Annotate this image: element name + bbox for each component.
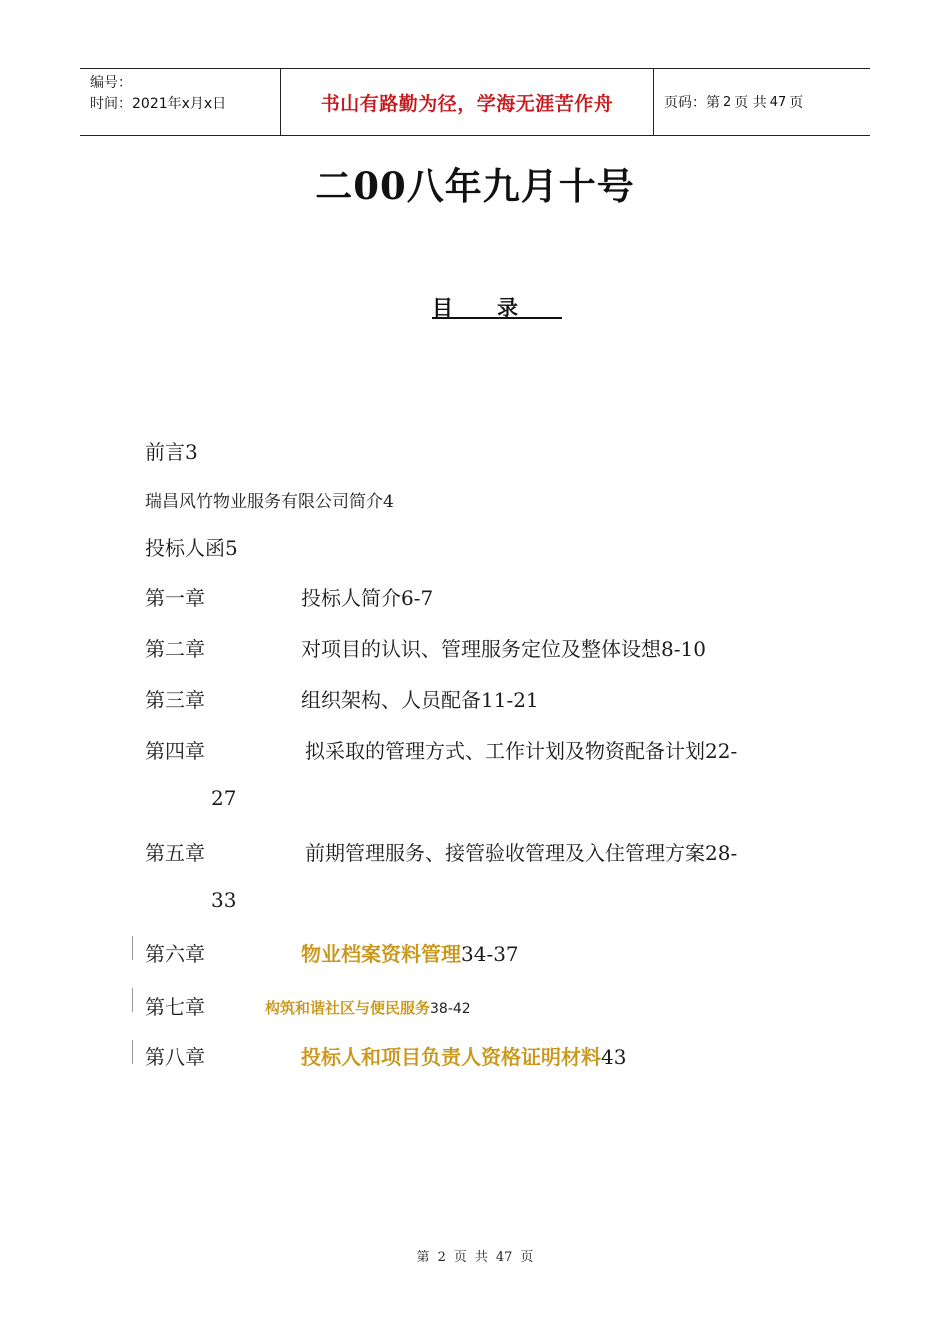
footer-total-prefix: 共: [474, 1250, 488, 1265]
header-meta: [80, 69, 281, 135]
toc-title: 目录: [432, 295, 562, 320]
toc-company-intro[interactable]: 瑞昌风竹物业服务有限公司简介4: [145, 492, 394, 512]
chapter-label: 第四章: [145, 739, 205, 763]
toc-chapter-4-continuation: 27: [211, 786, 237, 810]
chapter-label: 第三章: [145, 688, 205, 712]
page-prefix: 页码：第: [664, 95, 720, 111]
header-motto-cell: [281, 69, 654, 135]
header-page-info: [654, 69, 870, 135]
toc-bid-letter[interactable]: 投标人函5: [145, 536, 238, 560]
chapter-label: 第六章: [145, 942, 205, 966]
chapter-label: 第一章: [145, 586, 205, 610]
chapter-title: 物业档案资料管理: [301, 942, 461, 966]
time-label: 时间：2021年x月x日: [90, 96, 227, 112]
chapter-title: 对项目的认识、管理服务定位及整体设想8-10: [301, 637, 706, 661]
chapter-pages: 34-37: [461, 942, 519, 966]
page-current: 2: [723, 94, 732, 110]
number-label: 编号：: [90, 75, 132, 91]
footer-total: 47: [495, 1250, 513, 1265]
page-suffix: 页: [789, 95, 804, 111]
page-footer: [0, 1246, 950, 1265]
chapter-pages: 38-42: [430, 1001, 471, 1017]
date-heading: 二00八年九月十号: [315, 164, 635, 208]
footer-current: 2: [437, 1250, 446, 1265]
chapter-title: 前期管理服务、接管验收管理及入住管理方案28-: [305, 841, 738, 865]
revision-bar: [132, 936, 133, 960]
footer-mid: 页: [453, 1250, 467, 1265]
revision-bar: [132, 988, 133, 1012]
chapter-label: 第五章: [145, 841, 205, 865]
chapter-label: 第二章: [145, 637, 205, 661]
chapter-title: 投标人简介6-7: [301, 586, 434, 610]
revision-bar: [132, 1040, 133, 1064]
toc-chapter-5-continuation: 33: [211, 888, 237, 912]
chapter-title: 拟采取的管理方式、工作计划及物资配备计划22-: [305, 739, 738, 763]
chapter-label: 第七章: [145, 995, 205, 1019]
chapter-pages: 43: [601, 1045, 627, 1069]
page-header: [80, 68, 870, 136]
chapter-label: 第八章: [145, 1045, 205, 1069]
footer-prefix: 第: [416, 1250, 430, 1265]
page-mid: 页 共: [734, 95, 767, 111]
footer-suffix: 页: [520, 1250, 534, 1265]
toc-preface[interactable]: 前言3: [145, 440, 198, 464]
chapter-title: 投标人和项目负责人资格证明材料: [301, 1045, 601, 1069]
motto: 书山有路勤为径，学海无涯苦作舟: [320, 92, 614, 115]
chapter-title: 构筑和谐社区与便民服务: [265, 999, 431, 1017]
chapter-title: 组织架构、人员配备11-21: [301, 688, 539, 712]
page-total: 47: [769, 94, 787, 110]
